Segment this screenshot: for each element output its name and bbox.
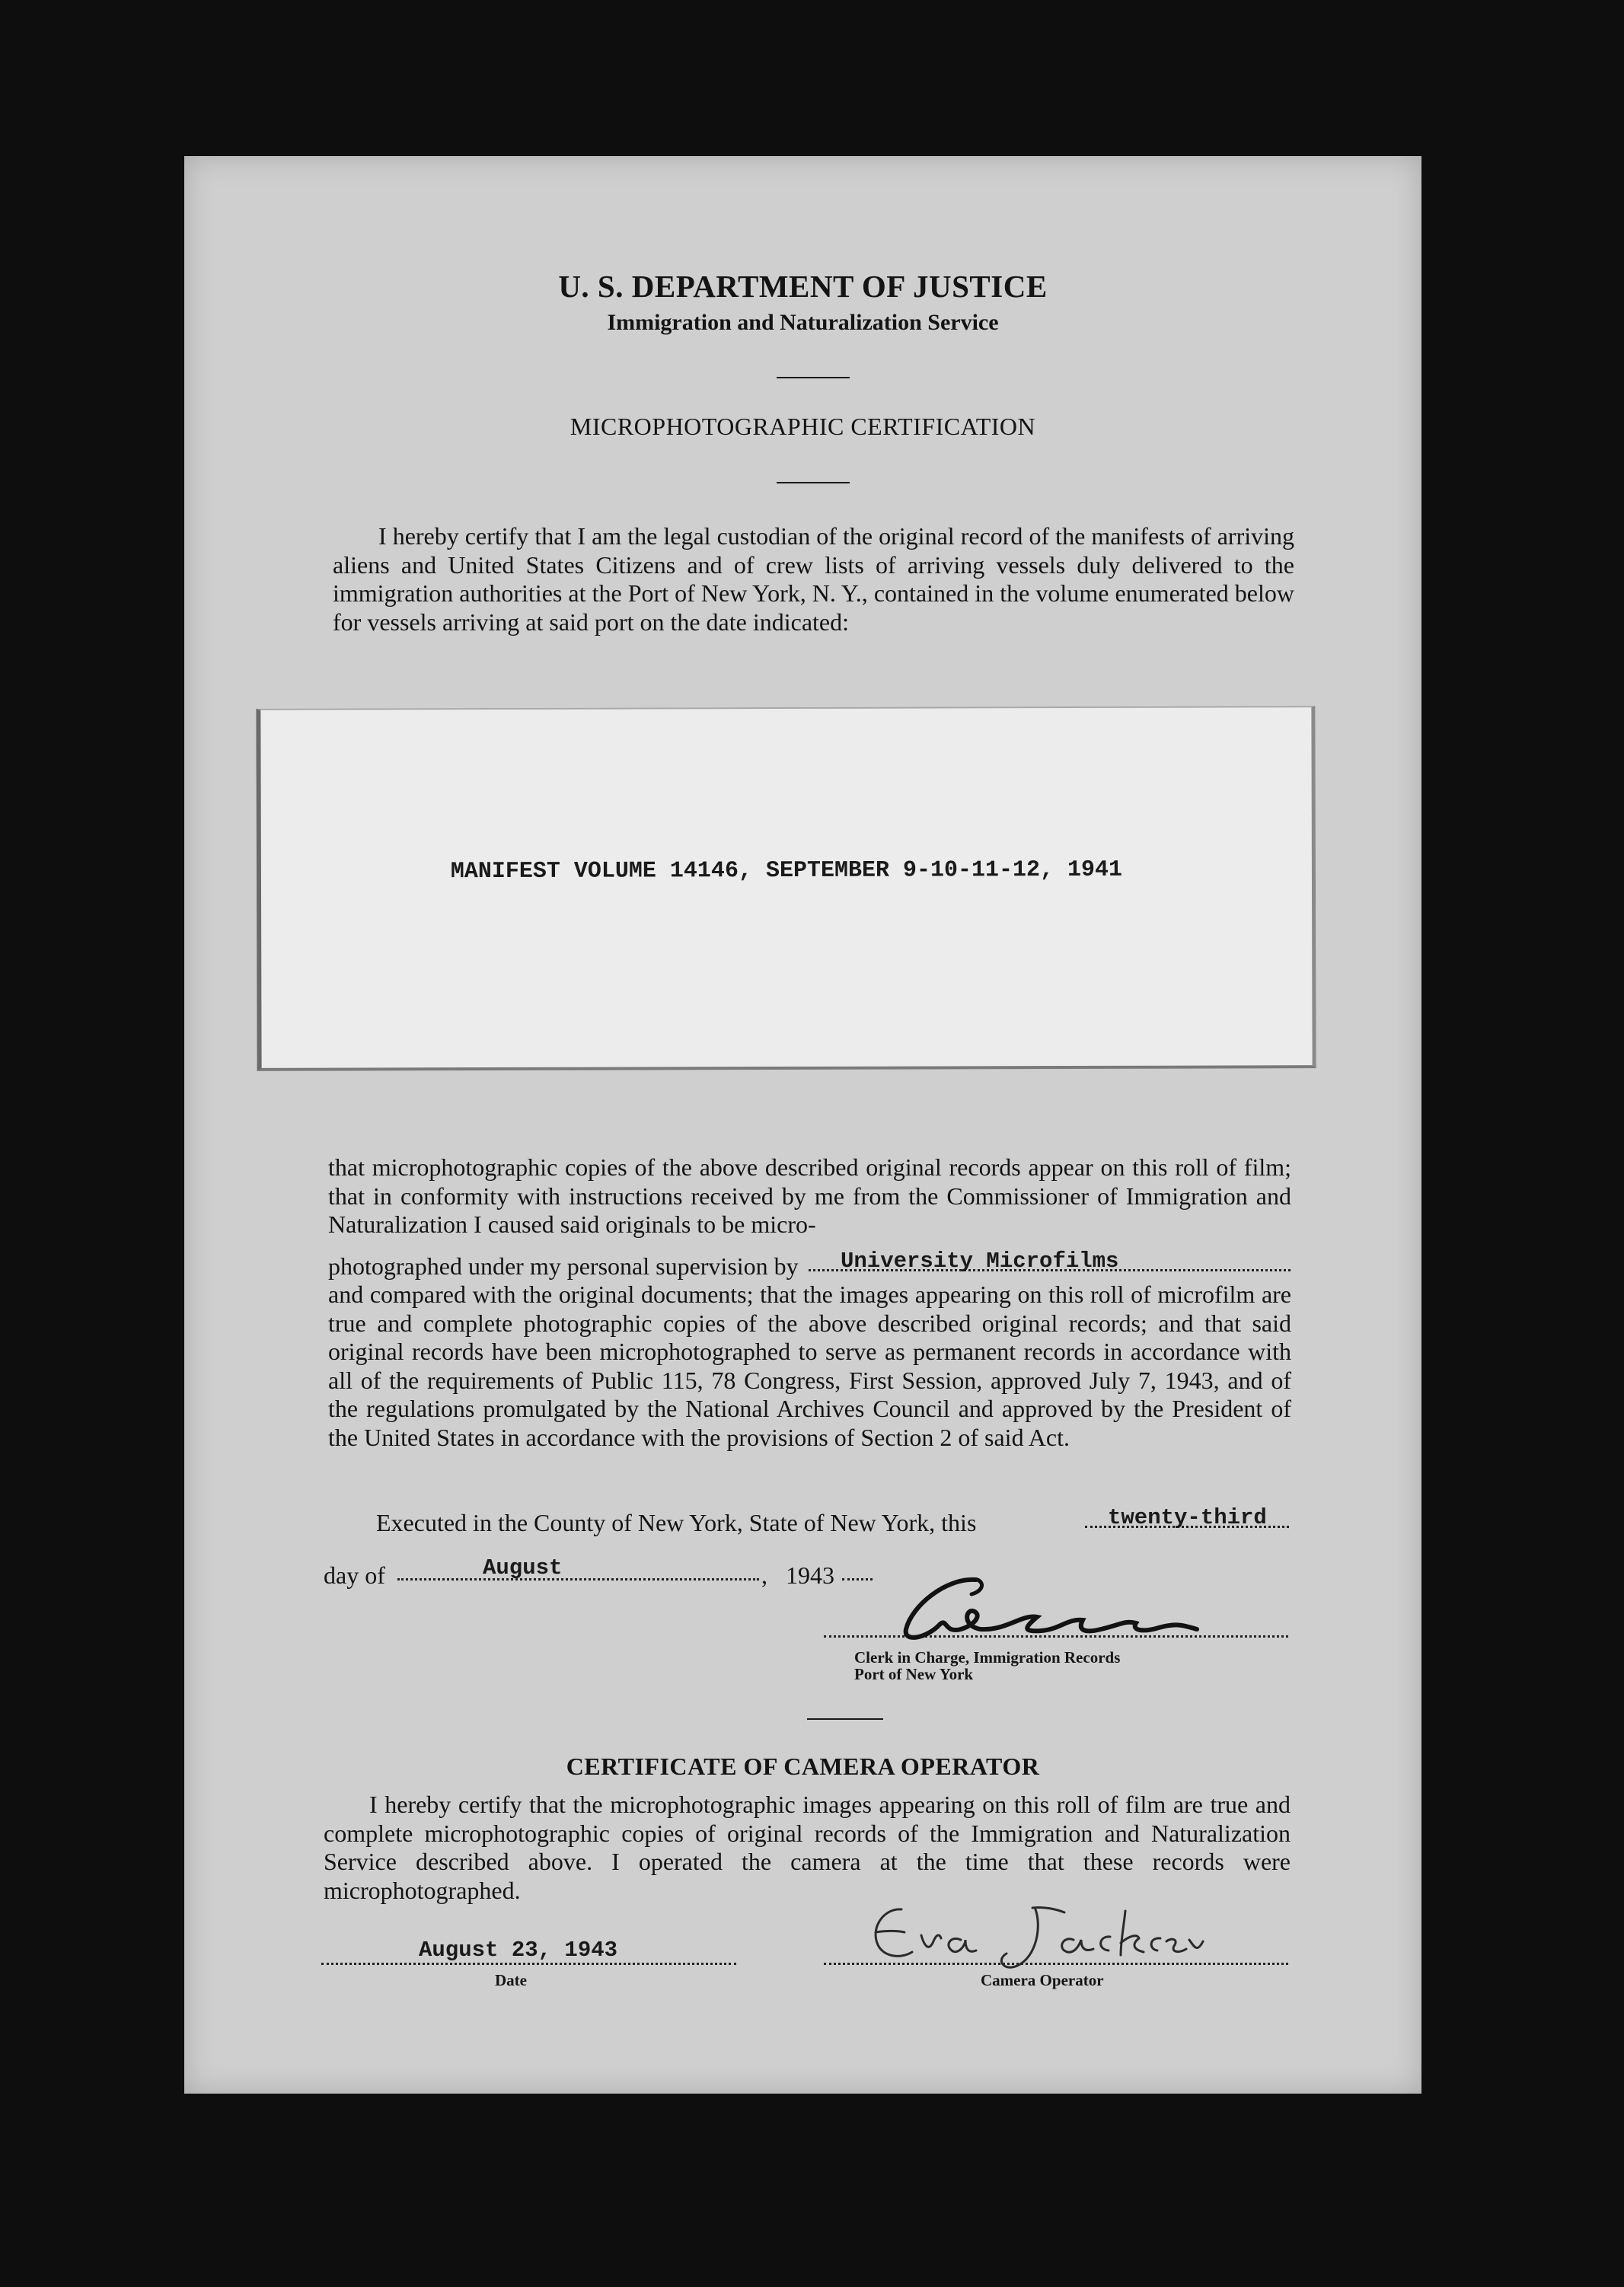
clerk-title-line2: Port of New York — [854, 1665, 974, 1683]
date-label: Date — [495, 1971, 527, 1989]
camera-certificate-text: I hereby certify that the microphotographic images appearing on this roll of film are true and complete microphotographic copies of original records of the Immigration and Naturalization Service described above. I operated the camera at the time that these records were microphotographed. — [324, 1791, 1291, 1904]
camera-operator-label: Camera Operator — [981, 1971, 1104, 1989]
month-line — [397, 1578, 759, 1580]
photographed-by-value: University Microfilms — [841, 1249, 1119, 1274]
date-line — [321, 1963, 736, 1965]
clerk-signature — [892, 1561, 1227, 1648]
service-subheading: Immigration and Naturalization Service — [607, 310, 999, 335]
department-heading: U. S. DEPARTMENT OF JUSTICE — [558, 269, 1048, 304]
camera-certificate-heading: CERTIFICATE OF CAMERA OPERATOR — [566, 1753, 1040, 1780]
year-line — [842, 1578, 873, 1580]
certification-paragraph-a: that microphotographic copies of the above described original records appear on this roll of film; that in conformity with instructions received by me from the Commissioner of Immigration and Naturalization I caused said originals to be micro- — [328, 1153, 1291, 1238]
executed-label: Executed in the County of New York, State of New York, this — [376, 1509, 977, 1536]
divider-top — [777, 377, 850, 378]
date-value: August 23, 1943 — [419, 1938, 618, 1963]
divider-bottom — [807, 1718, 883, 1720]
day-of-label: day of — [324, 1561, 385, 1589]
certification-paragraph-b: and compared with the original documents; that the images appearing on this roll of microfilm are true and complete photographic copies of the above described original records; and that said original records have been microphotographed to serve as permanent records in accordance with all of the requirements of Public 115, 78 Congress, First Session, approved July 7, 1943, and of the regulations promulgated by the National Archives Council and approved by the President of the United States in accordance with the provisions of Section 2 of said Act. — [328, 1281, 1291, 1451]
clerk-title-line1: Clerk in Charge, Immigration Records — [854, 1648, 1121, 1667]
operator-signature — [854, 1896, 1204, 1979]
manifest-insert-slip — [256, 706, 1316, 1071]
photographed-by-label: photographed under my personal supervision by — [328, 1252, 799, 1280]
comma: , — [761, 1561, 767, 1589]
certification-title: MICROPHOTOGRAPHIC CERTIFICATION — [570, 413, 1036, 440]
certificate-page — [184, 156, 1421, 2094]
divider-mid — [777, 482, 850, 483]
manifest-volume-text: MANIFEST VOLUME 14146, SEPTEMBER 9-10-11-12, 1941 — [450, 856, 1123, 885]
month-value: August — [483, 1555, 563, 1580]
executed-day-value: twenty-third — [1108, 1505, 1267, 1530]
year-value: 1943 — [786, 1561, 834, 1589]
intro-paragraph: I hereby certify that I am the legal custodian of the original record of the manifests of arriving aliens and United States Citizens and of crew lists of arriving vessels duly delivered to the immigration authorities at the Port of New York, N. Y., contained in the volume enumerated below for vessels arriving at said port on the date indicated: — [333, 522, 1294, 636]
